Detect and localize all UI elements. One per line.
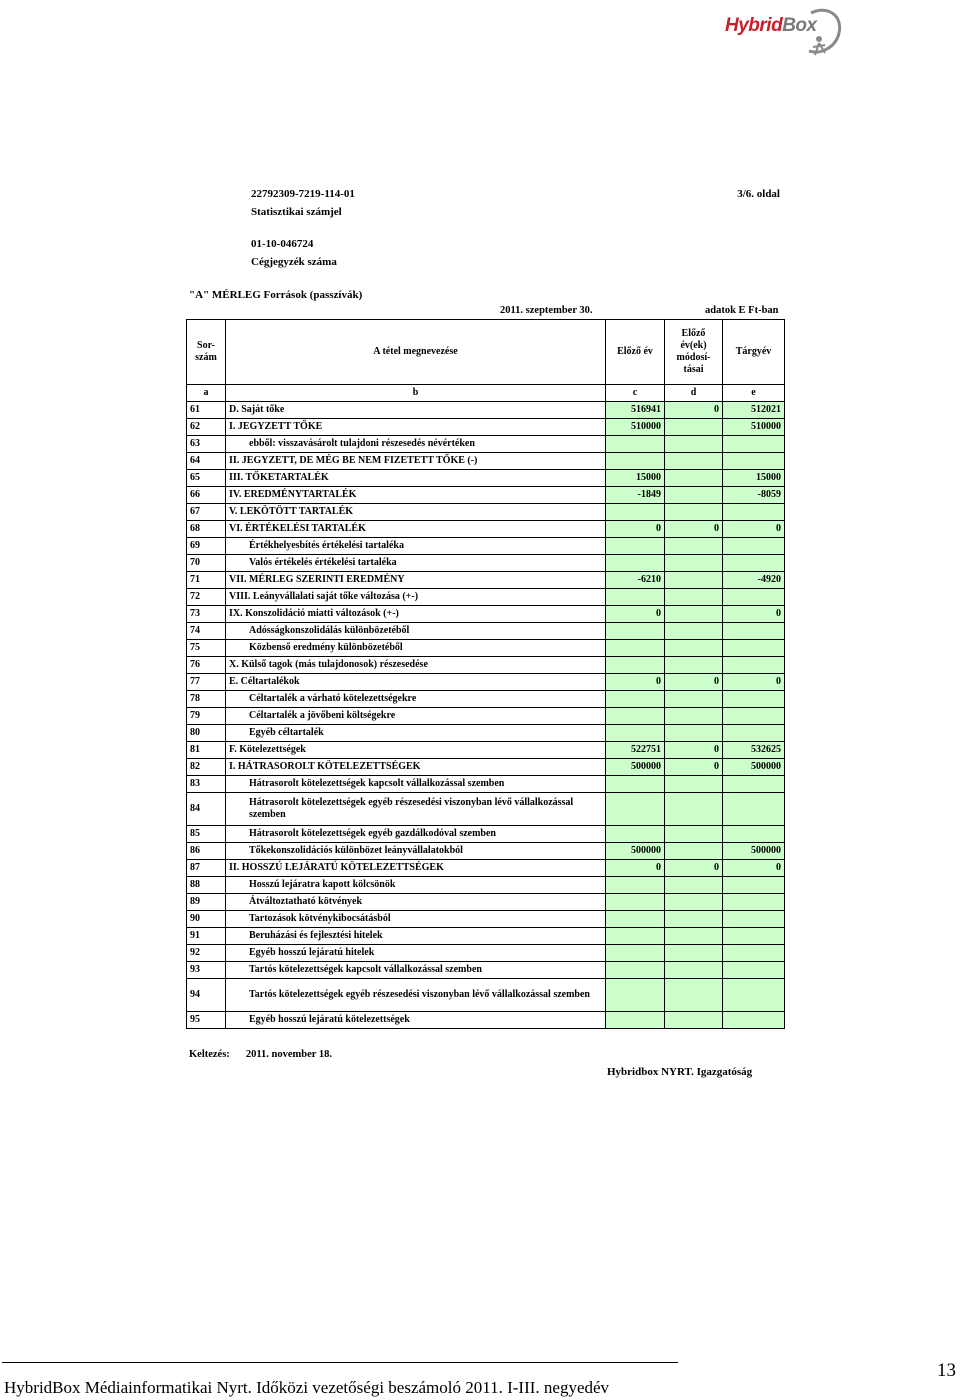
row-number: 76 xyxy=(187,657,226,674)
row-description-text: Valós értékelés értékelési tartaléka xyxy=(249,557,397,568)
row-number: 68 xyxy=(187,521,226,538)
column-letter: c xyxy=(606,385,665,402)
value-previous-year xyxy=(606,911,665,928)
value-modifications xyxy=(665,453,723,470)
table-row xyxy=(187,657,785,674)
row-number: 82 xyxy=(187,759,226,776)
value-current-year xyxy=(723,793,785,826)
row-description-text: Tartós kötelezettségek egyéb részesedési viszonyban lévő vállalkozással szemben xyxy=(249,989,590,1000)
row-number: 61 xyxy=(187,402,226,419)
value-previous-year xyxy=(606,1012,665,1029)
value-previous-year xyxy=(606,776,665,793)
table-row xyxy=(187,826,785,843)
row-description: D. Saját tőke xyxy=(226,402,606,419)
row-number: 95 xyxy=(187,1012,226,1029)
row-description: II. HOSSZÚ LEJÁRATÚ KÖTELEZETTSÉGEK xyxy=(226,860,606,877)
value-current-year xyxy=(723,945,785,962)
row-description: II. JEGYZETT, DE MÉG BE NEM FIZETETT TŐKE (-) xyxy=(226,453,606,470)
value-previous-year xyxy=(606,657,665,674)
value-previous-year: 500000 xyxy=(606,843,665,860)
value-modifications: 0 xyxy=(665,860,723,877)
value-previous-year: 0 xyxy=(606,674,665,691)
value-modifications xyxy=(665,877,723,894)
row-number: 88 xyxy=(187,877,226,894)
value-current-year xyxy=(723,691,785,708)
registry-number: 01-10-046724 xyxy=(251,238,314,250)
value-modifications xyxy=(665,793,723,826)
value-previous-year: 510000 xyxy=(606,419,665,436)
row-description xyxy=(226,538,606,555)
value-modifications xyxy=(665,911,723,928)
table-row xyxy=(187,945,785,962)
value-modifications xyxy=(665,419,723,436)
row-description xyxy=(226,1012,606,1029)
logo-word-red: Hybrid xyxy=(725,15,783,36)
row-description: I. JEGYZETT TŐKE xyxy=(226,419,606,436)
value-modifications xyxy=(665,436,723,453)
value-modifications xyxy=(665,979,723,1012)
row-number: 62 xyxy=(187,419,226,436)
value-previous-year xyxy=(606,945,665,962)
row-number: 90 xyxy=(187,911,226,928)
value-modifications xyxy=(665,945,723,962)
page-label: 3/6. oldal xyxy=(737,188,780,200)
row-description-text: Céltartalék a jövőbeni költségekre xyxy=(249,710,396,721)
table-row xyxy=(187,928,785,945)
value-previous-year xyxy=(606,453,665,470)
value-previous-year: 516941 xyxy=(606,402,665,419)
table-row xyxy=(187,538,785,555)
row-description-text: Tartozások kötvénykibocsátásból xyxy=(249,913,391,924)
value-modifications xyxy=(665,928,723,945)
row-number: 75 xyxy=(187,640,226,657)
table-row xyxy=(187,843,785,860)
report-date: 2011. szeptember 30. xyxy=(500,305,593,316)
value-previous-year: 500000 xyxy=(606,759,665,776)
value-modifications xyxy=(665,826,723,843)
value-previous-year: 0 xyxy=(606,521,665,538)
logo-swoosh-icon xyxy=(797,5,845,60)
row-description-text: Egyéb céltartalék xyxy=(249,727,324,738)
row-description-text: Hosszú lejáratra kapott kölcsönök xyxy=(249,879,396,890)
column-letter-row xyxy=(187,385,785,402)
table-row xyxy=(187,589,785,606)
row-description-text: Tartós kötelezettségek kapcsolt vállalkozással szemben xyxy=(249,964,482,975)
stat-label: Statisztikai számjel xyxy=(251,206,342,218)
value-current-year: 0 xyxy=(723,521,785,538)
footer-text: HybridBox Médiainformatikai Nyrt. Időközi vezetőségi beszámoló 2011. I-III. negyedév xyxy=(4,1378,610,1397)
value-current-year: 15000 xyxy=(723,470,785,487)
table-row xyxy=(187,962,785,979)
value-current-year: 500000 xyxy=(723,759,785,776)
row-number: 71 xyxy=(187,572,226,589)
value-previous-year xyxy=(606,877,665,894)
value-current-year xyxy=(723,725,785,742)
row-number: 66 xyxy=(187,487,226,504)
row-description xyxy=(226,640,606,657)
row-description xyxy=(226,928,606,945)
value-current-year: -4920 xyxy=(723,572,785,589)
table-row xyxy=(187,521,785,538)
table-row xyxy=(187,979,785,1012)
value-current-year xyxy=(723,538,785,555)
row-description xyxy=(226,793,606,826)
value-modifications xyxy=(665,606,723,623)
row-description xyxy=(226,436,606,453)
row-number: 89 xyxy=(187,894,226,911)
row-number: 73 xyxy=(187,606,226,623)
row-description: IV. EREDMÉNYTARTALÉK xyxy=(226,487,606,504)
value-current-year: 0 xyxy=(723,860,785,877)
footer-divider xyxy=(2,1362,678,1363)
table-row xyxy=(187,402,785,419)
value-previous-year: 0 xyxy=(606,606,665,623)
table-row xyxy=(187,708,785,725)
stat-number: 22792309-7219-114-01 xyxy=(251,188,355,200)
value-previous-year: 522751 xyxy=(606,742,665,759)
value-previous-year xyxy=(606,962,665,979)
row-description: VII. MÉRLEG SZERINTI EREDMÉNY xyxy=(226,572,606,589)
value-modifications xyxy=(665,962,723,979)
value-modifications xyxy=(665,843,723,860)
header-megnevezes: A tétel megnevezése xyxy=(226,320,606,385)
value-modifications xyxy=(665,691,723,708)
table-row xyxy=(187,674,785,691)
row-number: 91 xyxy=(187,928,226,945)
table-row xyxy=(187,419,785,436)
signature: Hybridbox NYRT. Igazgatóság xyxy=(607,1066,753,1078)
row-description-text: Átváltoztatható kötvények xyxy=(249,896,363,907)
value-modifications xyxy=(665,470,723,487)
table-row xyxy=(187,436,785,453)
value-current-year xyxy=(723,894,785,911)
table-row xyxy=(187,793,785,826)
row-description: VI. ÉRTÉKELÉSI TARTALÉK xyxy=(226,521,606,538)
row-number: 81 xyxy=(187,742,226,759)
row-description xyxy=(226,725,606,742)
value-previous-year xyxy=(606,436,665,453)
value-modifications xyxy=(665,487,723,504)
table-row xyxy=(187,894,785,911)
value-previous-year xyxy=(606,589,665,606)
value-modifications xyxy=(665,708,723,725)
value-modifications: 0 xyxy=(665,402,723,419)
value-previous-year xyxy=(606,640,665,657)
value-current-year: 512021 xyxy=(723,402,785,419)
row-description-text: Hátrasorolt kötelezettségek kapcsolt vállalkozással szemben xyxy=(249,778,505,789)
value-modifications xyxy=(665,538,723,555)
value-previous-year xyxy=(606,555,665,572)
form-title: "A" MÉRLEG Források (passzívák) xyxy=(189,289,363,301)
row-description xyxy=(226,826,606,843)
value-modifications xyxy=(665,725,723,742)
row-number: 79 xyxy=(187,708,226,725)
value-previous-year: -6210 xyxy=(606,572,665,589)
row-number: 87 xyxy=(187,860,226,877)
row-description-text: Tőkekonszolidációs különbözet leányvállalatokból xyxy=(249,845,463,856)
row-number: 65 xyxy=(187,470,226,487)
row-number: 64 xyxy=(187,453,226,470)
row-description-text: Céltartalék a várható kötelezettségekre xyxy=(249,693,417,704)
value-current-year xyxy=(723,504,785,521)
value-current-year: -8059 xyxy=(723,487,785,504)
value-previous-year xyxy=(606,504,665,521)
row-description-text: Adósságkonszolidálás különbözetéből xyxy=(249,625,410,636)
value-current-year xyxy=(723,979,785,1012)
column-letter: d xyxy=(665,385,723,402)
value-current-year: 0 xyxy=(723,606,785,623)
value-current-year xyxy=(723,708,785,725)
value-modifications xyxy=(665,894,723,911)
row-number: 94 xyxy=(187,979,226,1012)
table-row xyxy=(187,860,785,877)
value-current-year xyxy=(723,911,785,928)
row-description xyxy=(226,911,606,928)
table-row xyxy=(187,877,785,894)
value-current-year xyxy=(723,623,785,640)
balance-sheet-table xyxy=(186,319,785,1029)
header-modositasok: Előző év(ek) módosí- tásai xyxy=(665,320,723,385)
value-modifications: 0 xyxy=(665,521,723,538)
table-row xyxy=(187,470,785,487)
value-modifications xyxy=(665,589,723,606)
row-number: 69 xyxy=(187,538,226,555)
row-description xyxy=(226,776,606,793)
table-row xyxy=(187,776,785,793)
registry-label: Cégjegyzék száma xyxy=(251,256,337,268)
table-row xyxy=(187,623,785,640)
date-value: 2011. november 18. xyxy=(245,1049,332,1060)
value-current-year: 500000 xyxy=(723,843,785,860)
row-description xyxy=(226,623,606,640)
unit-label: adatok E Ft-ban xyxy=(705,305,779,316)
hybridbox-logo xyxy=(725,5,845,60)
value-current-year xyxy=(723,657,785,674)
row-description: I. HÁTRASOROLT KÖTELEZETTSÉGEK xyxy=(226,759,606,776)
header-targyev: Tárgyév xyxy=(723,320,785,385)
table-row xyxy=(187,504,785,521)
value-previous-year xyxy=(606,538,665,555)
value-current-year xyxy=(723,555,785,572)
row-description-text: Egyéb hosszú lejáratú kötelezettségek xyxy=(249,1014,410,1025)
value-modifications xyxy=(665,1012,723,1029)
value-previous-year xyxy=(606,979,665,1012)
row-number: 78 xyxy=(187,691,226,708)
row-description: IX. Konszolidáció miatti változások (+-) xyxy=(226,606,606,623)
row-number: 70 xyxy=(187,555,226,572)
row-description xyxy=(226,979,606,1012)
value-previous-year xyxy=(606,894,665,911)
table-row xyxy=(187,640,785,657)
row-number: 72 xyxy=(187,589,226,606)
value-modifications xyxy=(665,623,723,640)
value-modifications xyxy=(665,572,723,589)
row-description xyxy=(226,945,606,962)
value-current-year: 0 xyxy=(723,674,785,691)
table-row xyxy=(187,911,785,928)
row-description-text: Hátrasorolt kötelezettségek egyéb gazdálkodóval szemben xyxy=(249,828,496,839)
value-previous-year: 15000 xyxy=(606,470,665,487)
table-row xyxy=(187,572,785,589)
column-letter: e xyxy=(723,385,785,402)
value-current-year: 532625 xyxy=(723,742,785,759)
value-current-year xyxy=(723,589,785,606)
logo-word-grey: Box xyxy=(782,15,817,36)
value-previous-year xyxy=(606,708,665,725)
row-number: 80 xyxy=(187,725,226,742)
value-previous-year xyxy=(606,623,665,640)
value-modifications xyxy=(665,776,723,793)
table-row xyxy=(187,691,785,708)
table-row xyxy=(187,759,785,776)
row-number: 92 xyxy=(187,945,226,962)
value-current-year xyxy=(723,640,785,657)
value-current-year xyxy=(723,453,785,470)
table-header-row xyxy=(187,320,785,385)
row-description: X. Külső tagok (más tulajdonosok) részesedése xyxy=(226,657,606,674)
table-row xyxy=(187,555,785,572)
page-number: 13 xyxy=(937,1360,956,1381)
value-current-year xyxy=(723,1012,785,1029)
value-modifications: 0 xyxy=(665,759,723,776)
row-number: 84 xyxy=(187,793,226,826)
table-row xyxy=(187,606,785,623)
value-previous-year xyxy=(606,691,665,708)
value-previous-year: 0 xyxy=(606,860,665,877)
header-elozo-ev: Előző év xyxy=(606,320,665,385)
value-current-year xyxy=(723,436,785,453)
value-previous-year xyxy=(606,725,665,742)
row-description-text: Hátrasorolt kötelezettségek egyéb részesedési viszonyban lévő vállalkozással szemben xyxy=(249,797,574,820)
row-description xyxy=(226,708,606,725)
row-description xyxy=(226,691,606,708)
row-number: 86 xyxy=(187,843,226,860)
row-number: 85 xyxy=(187,826,226,843)
value-previous-year xyxy=(606,826,665,843)
date-label: Keltezés: xyxy=(189,1049,230,1060)
column-letter: a xyxy=(187,385,226,402)
value-modifications: 0 xyxy=(665,742,723,759)
row-number: 77 xyxy=(187,674,226,691)
table-row xyxy=(187,453,785,470)
value-modifications: 0 xyxy=(665,674,723,691)
value-current-year: 510000 xyxy=(723,419,785,436)
row-description: E. Céltartalékok xyxy=(226,674,606,691)
row-description xyxy=(226,843,606,860)
row-description: V. LEKÖTÖTT TARTALÉK xyxy=(226,504,606,521)
row-number: 83 xyxy=(187,776,226,793)
row-number: 63 xyxy=(187,436,226,453)
value-current-year xyxy=(723,776,785,793)
table-row xyxy=(187,742,785,759)
row-description-text: ebből: visszavásárolt tulajdoni részesedés névértéken xyxy=(249,438,475,449)
row-number: 74 xyxy=(187,623,226,640)
row-description: F. Kötelezettségek xyxy=(226,742,606,759)
value-modifications xyxy=(665,555,723,572)
row-description xyxy=(226,877,606,894)
row-description xyxy=(226,962,606,979)
row-number: 93 xyxy=(187,962,226,979)
column-letter: b xyxy=(226,385,606,402)
value-modifications xyxy=(665,640,723,657)
value-current-year xyxy=(723,962,785,979)
header-sorszam: Sor- szám xyxy=(187,320,226,385)
row-description-text: Közbenső eredmény különbözetéből xyxy=(249,642,403,653)
table-row xyxy=(187,487,785,504)
date-block xyxy=(189,1049,332,1060)
row-description: III. TŐKETARTALÉK xyxy=(226,470,606,487)
row-description-text: Értékhelyesbítés értékelési tartaléka xyxy=(249,540,404,551)
value-current-year xyxy=(723,928,785,945)
row-description-text: Egyéb hosszú lejáratú hitelek xyxy=(249,947,375,958)
value-current-year xyxy=(723,877,785,894)
row-description: VIII. Leányvállalati saját tőke változása (+-) xyxy=(226,589,606,606)
value-previous-year xyxy=(606,928,665,945)
value-current-year xyxy=(723,826,785,843)
table-row xyxy=(187,725,785,742)
row-description xyxy=(226,555,606,572)
value-modifications xyxy=(665,504,723,521)
value-previous-year xyxy=(606,793,665,826)
row-description-text: Beruházási és fejlesztési hitelek xyxy=(249,930,383,941)
table-row xyxy=(187,1012,785,1029)
value-previous-year: -1849 xyxy=(606,487,665,504)
value-modifications xyxy=(665,657,723,674)
row-number: 67 xyxy=(187,504,226,521)
row-description xyxy=(226,894,606,911)
